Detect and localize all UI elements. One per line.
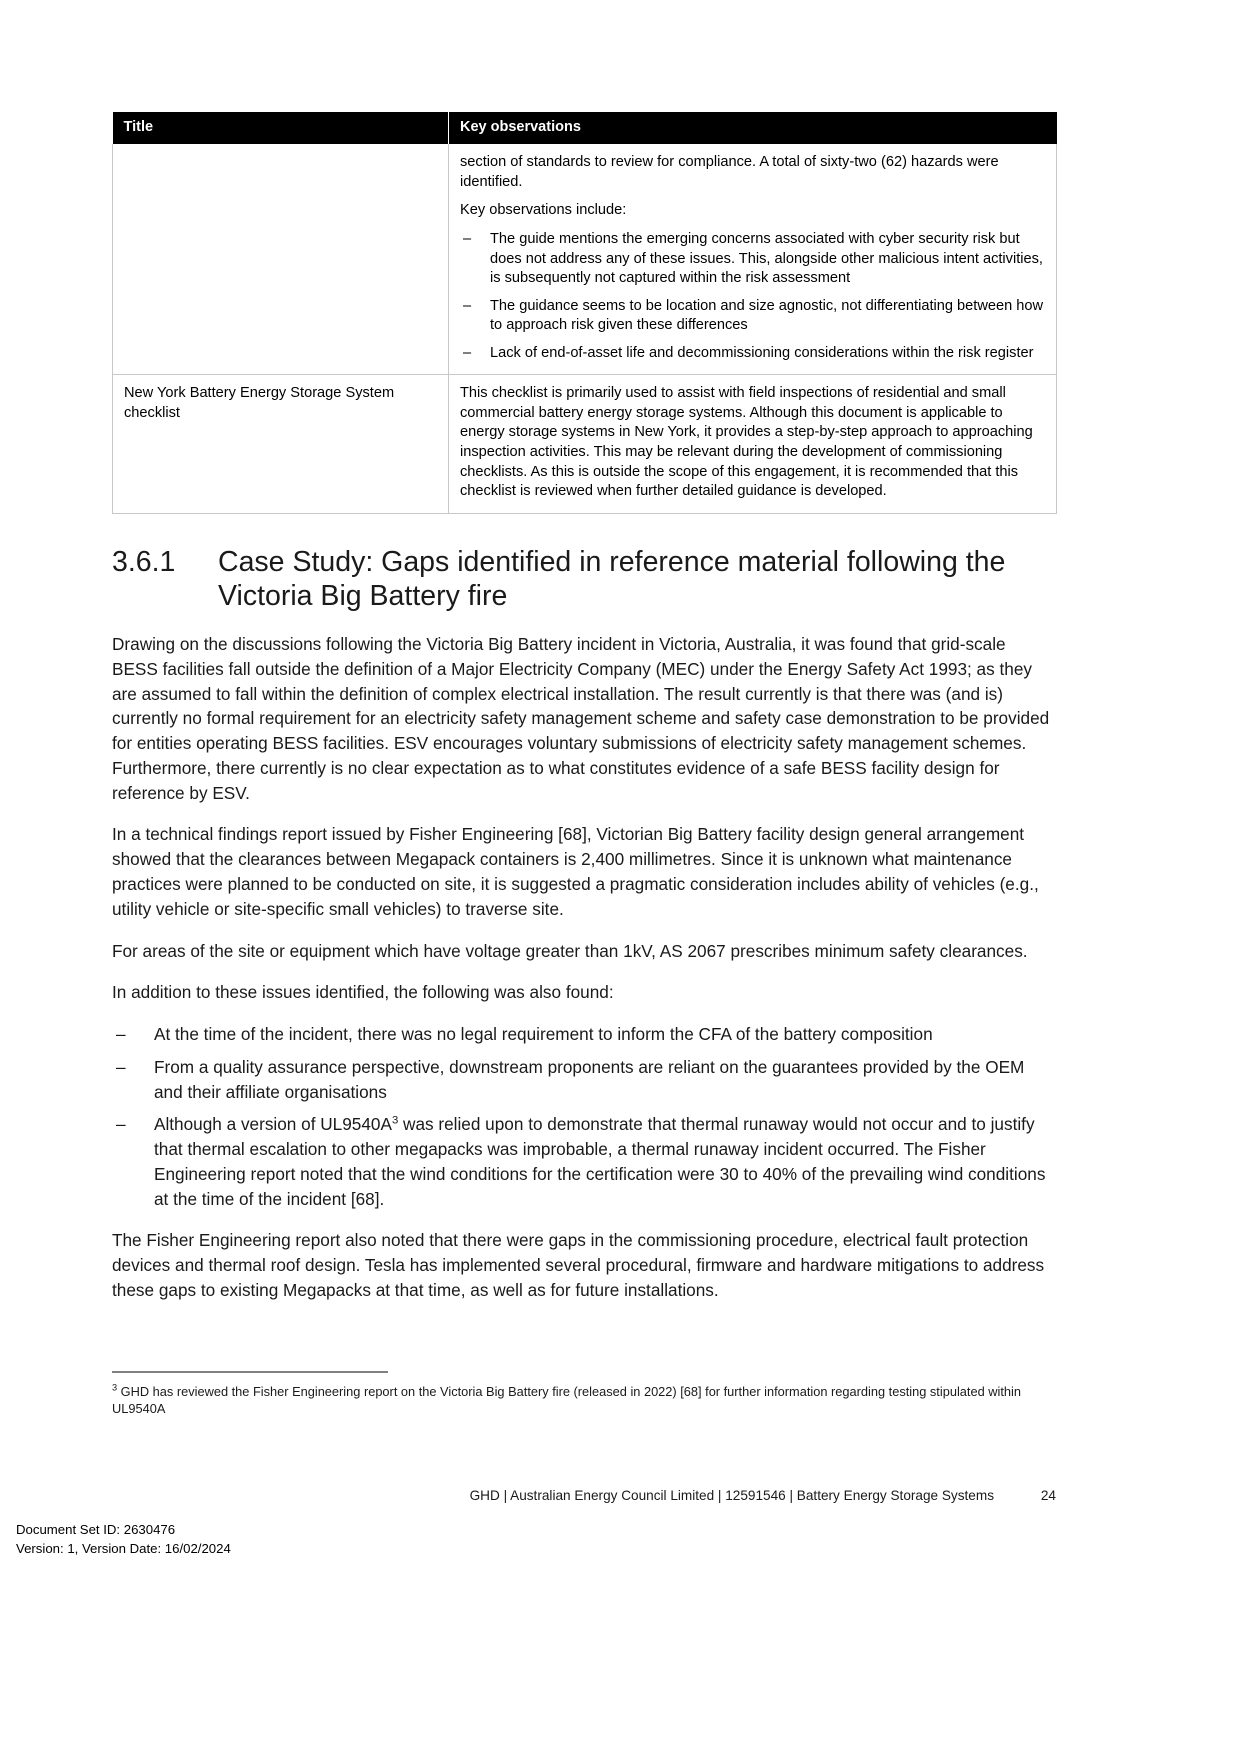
- document-version: Version: 1, Version Date: 16/02/2024: [16, 1541, 231, 1557]
- section-number: 3.6.1: [112, 545, 176, 578]
- footnote-separator: [112, 1371, 388, 1373]
- body-paragraph: For areas of the site or equipment which have voltage greater than 1kV, AS 2067 prescribes minimum safety clearances.: [112, 940, 1028, 961]
- table-body: [113, 144, 1057, 513]
- page-content: [112, 112, 1056, 1320]
- list-item-label: The guidance seems to be location and size agnostic, not differentiating between how to approach risk given these differences: [490, 297, 1044, 334]
- footnote-reference[interactable]: 3: [391, 1114, 399, 1127]
- cell-paragraph: Key observations include:: [460, 202, 627, 219]
- list-item: [112, 1112, 1056, 1211]
- dash-bullet-icon: –: [116, 1024, 126, 1045]
- list-item-label: From a quality assurance perspective, downstream proponents are reliant on the guarantees provided by the OEM and their affiliate organisations: [154, 1056, 1025, 1102]
- cell-key-observations: [449, 144, 1057, 374]
- body-paragraph: In addition to these issues identified, the following was also found:: [112, 982, 614, 1003]
- list-item-label: Lack of end-of-asset life and decommissioning considerations within the risk register: [490, 344, 1034, 361]
- dash-bullet-icon: –: [116, 1114, 126, 1135]
- dash-bullet-icon: –: [463, 231, 472, 248]
- table-header-row: [113, 112, 1057, 144]
- footnote-marker: 3: [112, 1382, 118, 1393]
- body-paragraph: The Fisher Engineering report also noted that there were gaps in the commissioning procedure, electrical fault protection devices and thermal roof design. Tesla has implemented several procedural, firmware and hardware mitigations to address these gaps to existing Megapacks at that time, as well as for future installations.: [112, 1230, 1045, 1300]
- body-paragraph: Drawing on the discussions following the Victoria Big Battery incident in Victoria, Australia, it was found that grid-scale BESS facilities fall outside the definition of a Major Electricity Company (MEC) under the Energy Safety Act 1993; as they are assumed to fall within the definition of complex electrical installation. The result currently is that there was (and is) currently no formal requirement for an electricity safety management scheme and safety case demonstration to be provided for entities operating BESS facilities. ESV encourages voluntary submissions of electricity safety management schemes. Furthermore, there currently is no clear expectation as to what constitutes evidence of a safe BESS facility design for reference by ESV.: [112, 634, 1050, 803]
- dash-bullet-icon: –: [463, 297, 472, 314]
- list-item-label-prefix: Although a version of UL9540A: [154, 1114, 392, 1135]
- list-item: [460, 344, 1045, 364]
- section-heading: [112, 545, 1056, 615]
- list-item-label: At the time of the incident, there was no legal requirement to inform the CFA of the battery composition: [154, 1024, 933, 1045]
- dash-bullet-icon: –: [463, 344, 472, 361]
- cell-key-observations: [449, 375, 1057, 513]
- document-set-stamp: [16, 1520, 231, 1558]
- reference-material-table: [112, 112, 1057, 514]
- footnote: [112, 1383, 1056, 1418]
- list-item-label-suffix: was relied upon to demonstrate that thermal runaway would not occur and to justify that thermal escalation to other megapacks was improbable, a thermal runaway incident occurred. The Fisher Engineering report noted that the wind conditions for the certification were 30 to 40% of the prevailing wind conditions at the time of the incident [68].: [154, 1114, 1046, 1209]
- page-footer: [112, 1488, 1056, 1503]
- document-set-id: Document Set ID: 2630476: [16, 1522, 176, 1537]
- page-number: 24: [1040, 1488, 1056, 1503]
- column-header-title: Title: [113, 112, 449, 144]
- list-item: [460, 230, 1045, 289]
- list-item-label: The guide mentions the emerging concerns associated with cyber security risk but does not address any of these issues. This, alongside other malicious intent activities, is subsequently not captured within the risk assessment: [490, 231, 1043, 287]
- cell-title: New York Battery Energy Storage System checklist: [113, 375, 449, 513]
- list-item: [112, 1055, 1056, 1105]
- dash-bullet-icon: –: [116, 1056, 126, 1077]
- body-paragraph: In a technical findings report issued by Fisher Engineering [68], Victorian Big Battery facility design general arrangement showed that the clearances between Megapack containers is 2,400 millimetres. Since it is unknown what maintenance practices were planned to be conducted on site, it is suggested a pragmatic consideration includes ability of vehicles (e.g., utility vehicle or site-specific small vehicles) to traverse site.: [112, 824, 1039, 919]
- column-header-key-observations: Key observations: [449, 112, 1057, 144]
- footnote-body: GHD has reviewed the Fisher Engineering report on the Victoria Big Battery fire (released in 2022) [68] for further information regarding testing stipulated within UL9540A: [112, 1384, 1021, 1417]
- list-item: [112, 1022, 1056, 1047]
- table-row: [113, 375, 1057, 513]
- table-header: [113, 112, 1057, 144]
- cell-bullet-list: [460, 230, 1045, 363]
- cell-paragraph: This checklist is primarily used to assist with field inspections of residential and small commercial battery energy storage systems. Although this document is applicable to energy storage systems in New York, it provides a step-by-step approach to approaching inspection activities. This may be relevant during the development of commissioning checklists. As this is outside the scope of this engagement, it is recommended that this checklist is reviewed when further detailed guidance is developed.: [460, 385, 1033, 500]
- cell-paragraph: section of standards to review for compliance. A total of sixty-two (62) hazards were identified.: [460, 154, 999, 190]
- table-row: [113, 144, 1057, 374]
- cell-title: [113, 144, 449, 374]
- footnote-area: [112, 1371, 1056, 1418]
- list-item: [460, 297, 1045, 336]
- footer-text: GHD | Australian Energy Council Limited | 12591546 | Battery Energy Storage Systems: [469, 1488, 994, 1503]
- findings-list: [112, 1022, 1056, 1211]
- section-title: Case Study: Gaps identified in reference material following the Victoria Big Battery fire: [218, 545, 1006, 613]
